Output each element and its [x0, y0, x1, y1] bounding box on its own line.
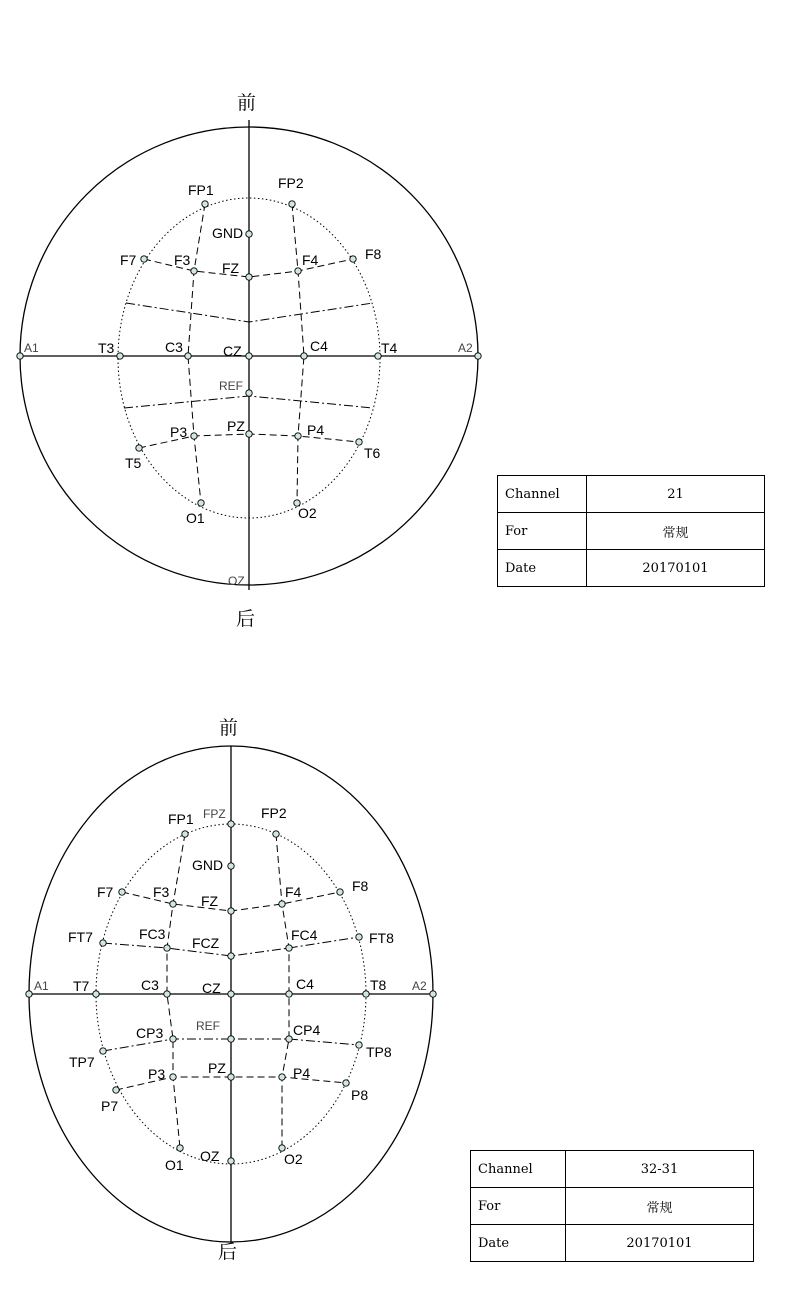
channel-value: 32-31 — [566, 1151, 754, 1188]
label-t5: T5 — [125, 455, 142, 471]
electrode-t8 — [363, 991, 369, 997]
label-ref: REF — [196, 1019, 220, 1033]
electrode-a2 — [475, 353, 481, 359]
date-value: 20170101 — [587, 550, 765, 587]
label-pz: PZ — [227, 418, 245, 434]
label-cp4: CP4 — [293, 1022, 321, 1038]
electrode-p4 — [279, 1074, 285, 1080]
label-cp3: CP3 — [136, 1025, 164, 1041]
back-label: 后 — [236, 608, 256, 630]
label-p4: P4 — [293, 1065, 311, 1081]
label-p8: P8 — [351, 1087, 369, 1103]
label-f3: F3 — [174, 252, 191, 268]
table-row — [498, 476, 765, 513]
electrode-fp1 — [202, 201, 208, 207]
electrode-f4 — [295, 268, 301, 274]
label-a2: A2 — [412, 979, 427, 993]
table-row — [498, 550, 765, 587]
label-f8: F8 — [352, 878, 369, 894]
label-c3: C3 — [165, 339, 183, 355]
electrode-gnd — [246, 231, 252, 237]
electrode-f7 — [141, 256, 147, 262]
label-p4: P4 — [307, 422, 325, 438]
electrode-ref — [228, 1036, 234, 1042]
electrode-fpz — [228, 821, 234, 827]
electrode-oz — [228, 1158, 234, 1164]
label-t7: T7 — [73, 978, 90, 994]
electrode-ft8 — [356, 934, 362, 940]
electrode-o1 — [177, 1145, 183, 1151]
front-label: 前 — [219, 717, 239, 739]
electrode-ref — [246, 390, 252, 396]
front-label: 前 — [237, 92, 257, 114]
electrode-fp1 — [182, 831, 188, 837]
channel-value: 21 — [587, 476, 765, 513]
label-t8: T8 — [370, 977, 387, 993]
label-fc4: FC4 — [291, 927, 318, 943]
montage-21-diagram — [17, 92, 481, 630]
label-c4: C4 — [296, 976, 314, 992]
label-ft8: FT8 — [369, 930, 394, 946]
label-gnd: GND — [192, 857, 224, 873]
electrode-p3 — [191, 433, 197, 439]
electrode-t3 — [117, 353, 123, 359]
label-t3: T3 — [98, 340, 115, 356]
montage-21-info-table — [497, 475, 765, 587]
electrode-cz — [246, 353, 252, 359]
for-value: 常规 — [587, 513, 765, 550]
electrode-tp7 — [100, 1048, 106, 1054]
label-ft7: FT7 — [68, 929, 93, 945]
electrode-p7 — [113, 1087, 119, 1093]
label-fcz: FCZ — [192, 935, 220, 951]
label-fpz: FPZ — [203, 807, 226, 821]
electrode-o1 — [198, 500, 204, 506]
electrode-a2 — [430, 991, 436, 997]
label-p3: P3 — [170, 424, 188, 440]
electrode-t5 — [136, 445, 142, 451]
electrode-fc4 — [286, 945, 292, 951]
label-p3: P3 — [148, 1066, 166, 1082]
electrode-f8 — [350, 256, 356, 262]
label-t4: T4 — [381, 340, 398, 356]
label-fp1: FP1 — [188, 182, 214, 198]
label-fc3: FC3 — [139, 926, 166, 942]
label-f4: F4 — [285, 884, 302, 900]
label-cz: CZ — [202, 980, 221, 996]
electrode-p3 — [170, 1074, 176, 1080]
electrode-c3 — [164, 991, 170, 997]
label-o2: O2 — [284, 1151, 303, 1167]
electrode-fz — [228, 908, 234, 914]
label-tp8: TP8 — [366, 1044, 392, 1060]
label-pz: PZ — [208, 1060, 226, 1076]
table-row — [471, 1151, 754, 1188]
electrode-fcz — [228, 953, 234, 959]
label-a1: A1 — [34, 979, 49, 993]
label-f3: F3 — [153, 884, 170, 900]
table-row — [471, 1188, 754, 1225]
table-row — [498, 513, 765, 550]
label-p7: P7 — [101, 1098, 119, 1114]
electrode-a1 — [17, 353, 23, 359]
for-key: For — [498, 513, 587, 550]
electrode-pz — [246, 431, 252, 437]
electrode-fp2 — [289, 201, 295, 207]
label-oz: OZ — [228, 574, 245, 588]
label-cz: CZ — [223, 343, 242, 359]
label-fz: FZ — [222, 260, 240, 276]
electrode-ft7 — [100, 940, 106, 946]
electrode-cp3 — [170, 1036, 176, 1042]
label-a1: A1 — [24, 341, 39, 355]
label-a2: A2 — [458, 341, 473, 355]
electrode-gnd — [228, 863, 234, 869]
electrode-f7 — [119, 889, 125, 895]
electrode-p4 — [295, 433, 301, 439]
label-f7: F7 — [97, 884, 114, 900]
channel-key: Channel — [471, 1151, 566, 1188]
electrode-f4 — [279, 901, 285, 907]
label-c4: C4 — [310, 338, 328, 354]
electrode-cp4 — [286, 1036, 292, 1042]
date-key: Date — [471, 1225, 566, 1262]
electrode-f8 — [337, 889, 343, 895]
label-gnd: GND — [212, 225, 244, 241]
electrode-p8 — [343, 1080, 349, 1086]
label-f7: F7 — [120, 252, 137, 268]
electrode-t6 — [356, 439, 362, 445]
electrode-cz — [228, 991, 234, 997]
left-meridian — [167, 834, 185, 1148]
label-fp2: FP2 — [261, 805, 287, 821]
electrode-c4 — [301, 353, 307, 359]
label-o1: O1 — [165, 1157, 184, 1173]
electrode-f3 — [191, 268, 197, 274]
label-t6: T6 — [364, 445, 381, 461]
for-value: 常规 — [566, 1188, 754, 1225]
electrode-t7 — [93, 991, 99, 997]
channel-key: Channel — [498, 476, 587, 513]
electrode-a1 — [26, 991, 32, 997]
date-key: Date — [498, 550, 587, 587]
electrode-c4 — [286, 991, 292, 997]
label-f4: F4 — [302, 252, 319, 268]
electrode-fp2 — [273, 831, 279, 837]
label-fp1: FP1 — [168, 811, 194, 827]
electrode-pz — [228, 1074, 234, 1080]
electrode-tp8 — [356, 1042, 362, 1048]
date-value: 20170101 — [566, 1225, 754, 1262]
montage-32-diagram — [26, 717, 436, 1263]
table-row — [471, 1225, 754, 1262]
label-fz: FZ — [201, 893, 219, 909]
label-tp7: TP7 — [69, 1054, 95, 1070]
montage-32-info-table — [470, 1150, 754, 1262]
electrode-f3 — [170, 901, 176, 907]
label-fp2: FP2 — [278, 175, 304, 191]
electrode-c3 — [185, 353, 191, 359]
for-key: For — [471, 1188, 566, 1225]
electrode-fz — [246, 274, 252, 280]
label-o2: O2 — [298, 505, 317, 521]
label-o1: O1 — [186, 510, 205, 526]
label-ref: REF — [219, 379, 243, 393]
label-oz: OZ — [200, 1148, 220, 1164]
electrode-fc3 — [164, 945, 170, 951]
label-c3: C3 — [141, 977, 159, 993]
back-label: 后 — [218, 1241, 238, 1263]
label-f8: F8 — [365, 246, 382, 262]
